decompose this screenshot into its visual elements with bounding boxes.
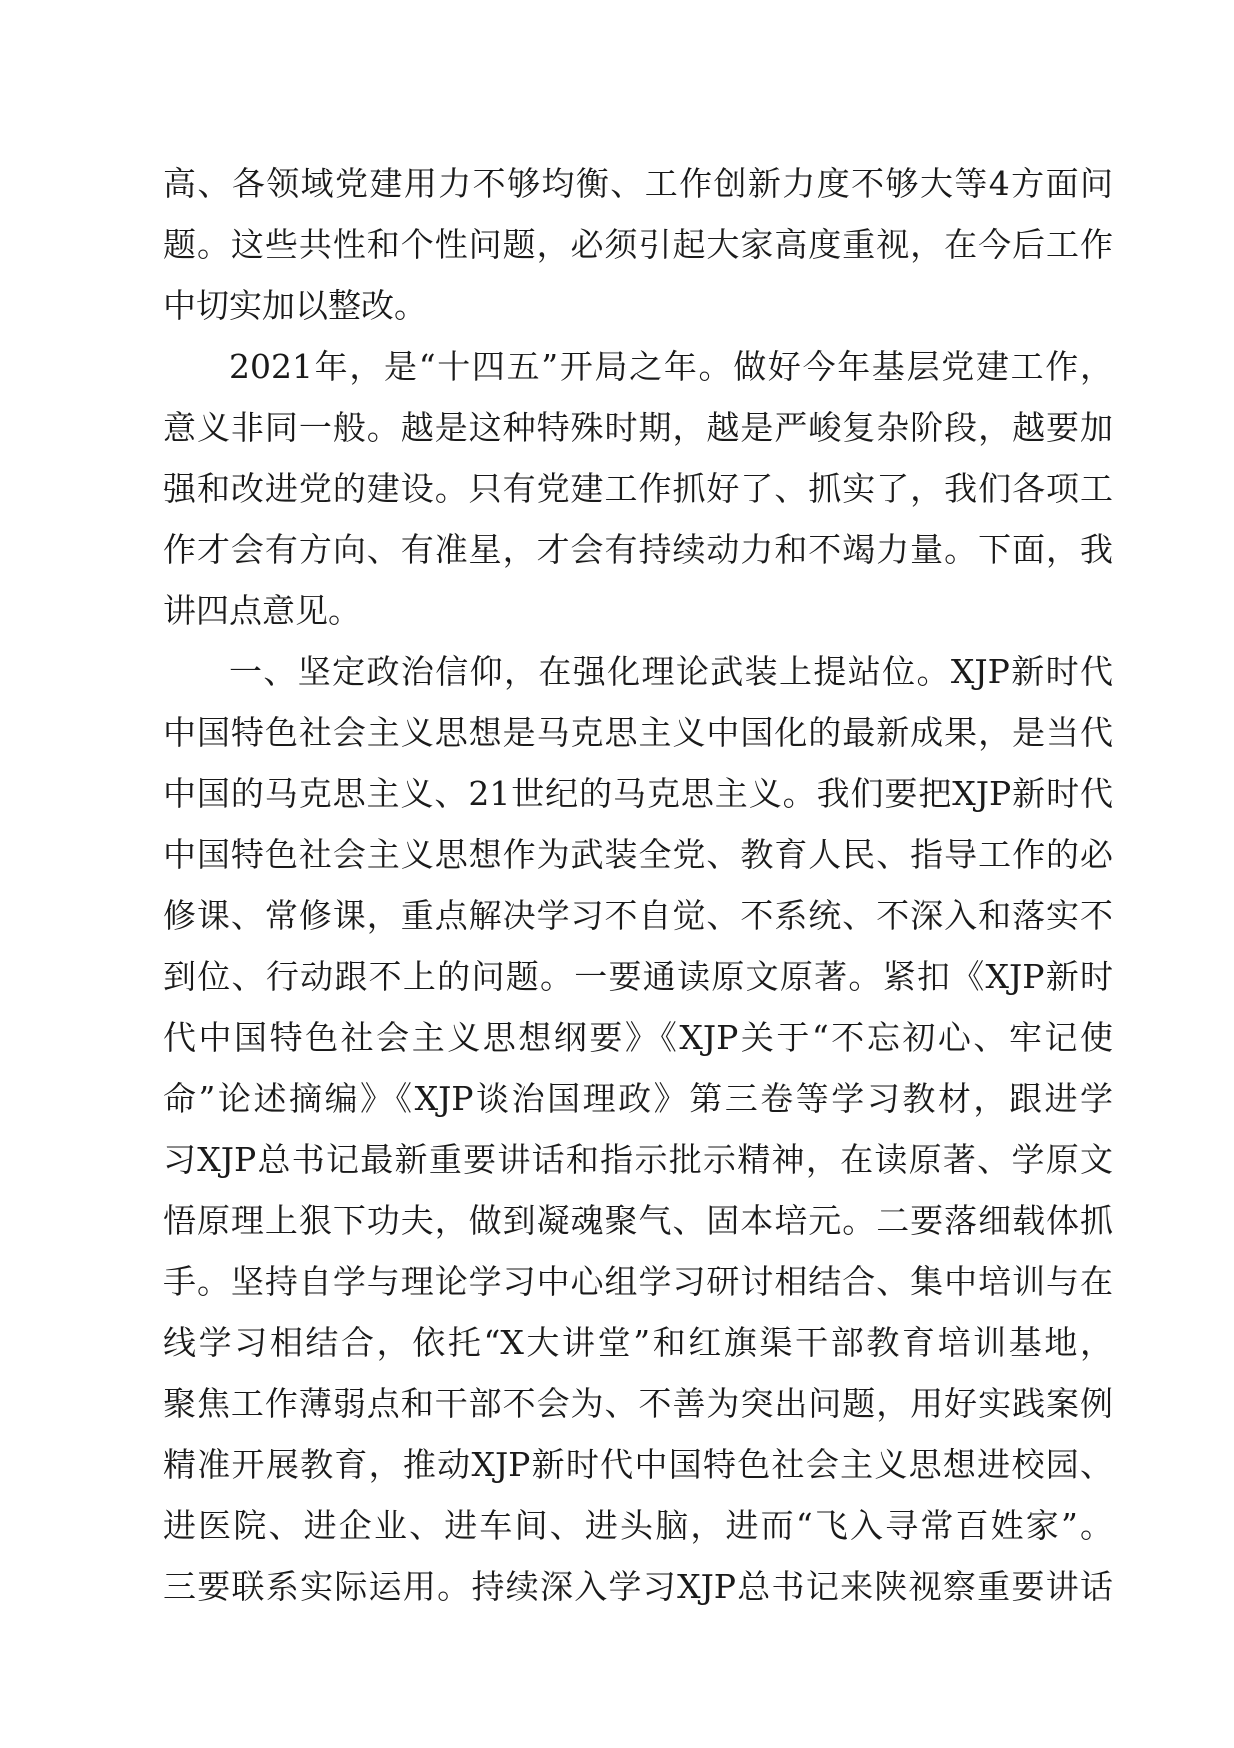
text-line: 进医院、进企业、进车间、进头脑，进而“飞入寻常百姓家”。 (163, 1506, 1113, 1545)
body-text (163, 153, 1113, 1617)
text-line: 高、各领域党建用力不够均衡、工作创新力度不够大等4方面问 (163, 164, 1113, 203)
text-line: 作才会有方向、有准星，才会有持续动力和不竭力量。下面，我 (163, 530, 1113, 569)
text-line: 强和改进党的建设。只有党建工作抓好了、抓实了，我们各项工 (163, 469, 1113, 508)
text-line: 习XJP总书记最新重要讲话和指示批示精神，在读原著、学原文 (163, 1140, 1113, 1179)
text-line: 线学习相结合，依托“X大讲堂”和红旗渠干部教育培训基地， (163, 1323, 1113, 1362)
text-line: 精准开展教育，推动XJP新时代中国特色社会主义思想进校园、 (163, 1445, 1113, 1484)
text-line: 中切实加以整改。 (163, 286, 427, 325)
section-heading-line: 一、坚定政治信仰，在强化理论武装上提站位。XJP新时代 (229, 652, 1113, 691)
paragraph-first-line: 2021年，是“十四五”开局之年。做好今年基层党建工作， (229, 347, 1113, 386)
text-line: 代中国特色社会主义思想纲要》《XJP关于“不忘初心、牢记使 (163, 1018, 1113, 1057)
text-line: 讲四点意见。 (163, 591, 361, 630)
text-line: 聚焦工作薄弱点和干部不会为、不善为突出问题，用好实践案例 (163, 1384, 1113, 1423)
text-line: 中国的马克思主义、21世纪的马克思主义。我们要把XJP新时代 (163, 774, 1113, 813)
text-line: 手。坚持自学与理论学习中心组学习研讨相结合、集中培训与在 (163, 1262, 1113, 1301)
text-line: 中国特色社会主义思想作为武装全党、教育人民、指导工作的必 (163, 835, 1113, 874)
text-line: 到位、行动跟不上的问题。一要通读原文原著。紧扣《XJP新时 (163, 957, 1113, 996)
text-line: 三要联系实际运用。持续深入学习XJP总书记来陕视察重要讲话 (163, 1567, 1113, 1606)
text-line: 中国特色社会主义思想是马克思主义中国化的最新成果，是当代 (163, 713, 1113, 752)
text-line: 命”论述摘编》《XJP谈治国理政》第三卷等学习教材，跟进学 (163, 1079, 1113, 1118)
text-line: 修课、常修课，重点解决学习不自觉、不系统、不深入和落实不 (163, 896, 1113, 935)
text-line: 悟原理上狠下功夫，做到凝魂聚气、固本培元。二要落细载体抓 (163, 1201, 1113, 1240)
text-line: 题。这些共性和个性问题，必须引起大家高度重视，在今后工作 (163, 225, 1113, 264)
text-line: 意义非同一般。越是这种特殊时期，越是严峻复杂阶段，越要加 (163, 408, 1113, 447)
